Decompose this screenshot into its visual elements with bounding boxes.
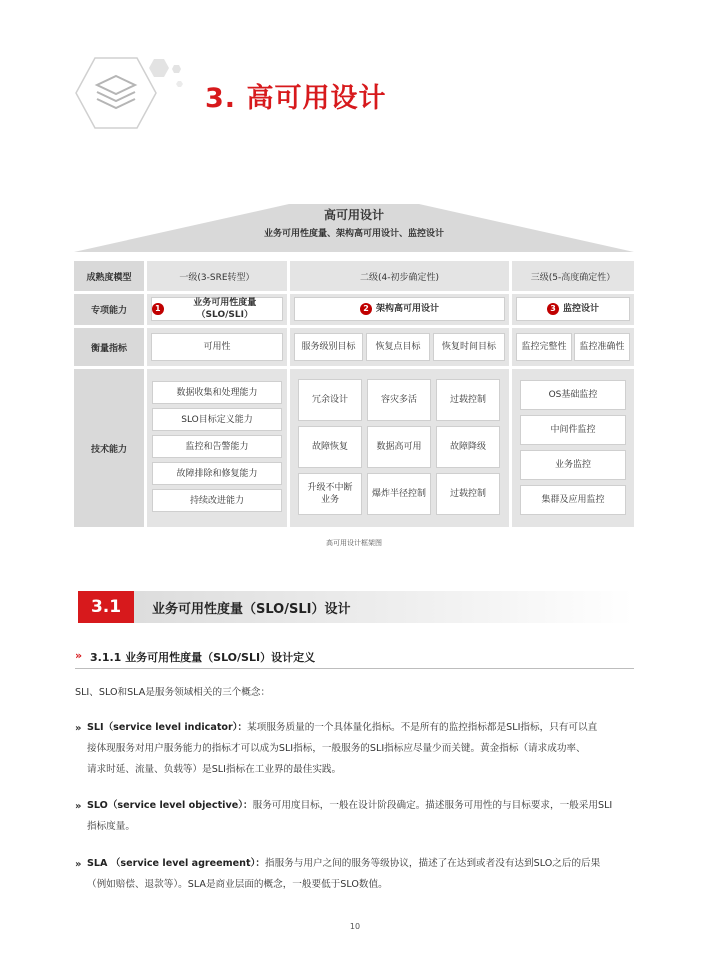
term: SLI（service level indicator）： [87, 722, 248, 733]
number-badge: 1 [152, 303, 164, 315]
tech-box: 容灾多活 [367, 379, 431, 421]
diagram-roof-subtitle: 业务可用性度量、架构高可用设计、监控设计 [263, 229, 444, 239]
metric-box: 监控准确性 [574, 333, 630, 361]
tech-box: 中间件监控 [520, 415, 626, 445]
tech-box: 冗余设计 [298, 379, 362, 421]
subsection-title: 3.1.1 业务可用性度量（SLO/SLI）设计定义 [90, 651, 316, 664]
definition-line: 指标度量。 [87, 821, 135, 832]
divider [75, 668, 634, 669]
definition-sla [87, 853, 600, 874]
figure-caption: 高可用设计框架图 [326, 539, 382, 547]
definition-line: 服务可用度目标，一般在设计阶段确定。描述服务可用性的与目标要求，一般采用SLI [252, 800, 613, 811]
metrics-group-3 [512, 328, 634, 366]
tech-box: 过载控制 [436, 473, 500, 515]
term: SLO（service level objective）： [87, 800, 253, 811]
capability-1 [147, 294, 287, 325]
tech-box: 持续改进能力 [152, 489, 282, 512]
metric-box: 服务级别目标 [294, 333, 363, 361]
tech-box: 故障恢复 [298, 426, 362, 468]
metrics-group-2 [290, 328, 509, 366]
tech-box: 数据高可用 [367, 426, 431, 468]
tech-box: 业务监控 [520, 450, 626, 480]
intro-paragraph: SLI、SLO和SLA是服务领域相关的三个概念： [75, 687, 271, 698]
row-label-metrics: 衡量指标 [74, 328, 144, 366]
metric-box: 监控完整性 [516, 333, 572, 361]
metric-box: 恢复点目标 [366, 333, 430, 361]
maturity-level-3: 三级(5-高度确定性） [512, 261, 634, 291]
definition-slo [87, 795, 612, 816]
capability-3 [512, 294, 634, 325]
number-badge: 3 [547, 303, 559, 315]
capability-label: 业务可用性度量（SLO/SLI） [193, 298, 257, 320]
definition-line: 指服务与用户之间的服务等级协议，描述了在达到或者没有达到SLO之后的后果 [264, 858, 601, 869]
tech-group-2 [290, 369, 509, 527]
tech-box: SLO目标定义能力 [152, 408, 282, 431]
metric-box: 可用性 [151, 333, 283, 361]
definition-line: 请求时延、流量、负载等）是SLI指标在工业界的最佳实践。 [87, 764, 342, 775]
page-number: 10 [349, 922, 361, 931]
maturity-level-1: 一级(3-SRE转型） [147, 261, 287, 291]
metric-box: 恢复时间目标 [433, 333, 505, 361]
tech-group-3 [512, 369, 634, 527]
bullet-marker: » [75, 859, 82, 870]
definition-sli [87, 717, 597, 738]
term: SLA （service level agreement）： [87, 858, 265, 869]
capability-label: 架构高可用设计 [375, 304, 439, 314]
tech-box: 过载控制 [436, 379, 500, 421]
metrics-group-1 [147, 328, 287, 366]
subsection-arrow-icon: » [75, 649, 83, 662]
capability-label: 监控设计 [562, 304, 599, 314]
definition-line: 接体现服务对用户服务能力的指标才可以成为SLI指标，一般服务的SLI指标应尽量少而关键。黄金指标（请求成功率、 [87, 743, 586, 754]
section-number: 3.1 [78, 591, 134, 623]
tech-box: OS基础监控 [520, 380, 626, 410]
definition-line: （例如赔偿、退款等）。SLA是商业层面的概念，一般要低于SLO数值。 [87, 879, 388, 890]
decorative-hexagon-dots [140, 55, 200, 95]
tech-box: 监控和告警能力 [152, 435, 282, 458]
tech-box: 升级不中断 业务 [298, 473, 362, 515]
tech-box: 集群及应用监控 [520, 485, 626, 515]
number-badge: 2 [360, 303, 372, 315]
bullet-marker: » [75, 723, 82, 734]
bullet-marker: » [75, 801, 82, 812]
row-label-maturity: 成熟度模型 [74, 261, 144, 291]
tech-box: 爆炸半径控制 [367, 473, 431, 515]
diagram-roof-title: 高可用设计 [323, 208, 384, 222]
capability-2 [290, 294, 509, 325]
row-label-tech: 技术能力 [74, 369, 144, 527]
tech-box: 数据收集和处理能力 [152, 381, 282, 404]
chapter-title: 3. 高可用设计 [205, 83, 387, 114]
maturity-level-2: 二级(4-初步确定性) [290, 261, 509, 291]
section-title: 业务可用性度量（SLO/SLI）设计 [152, 602, 351, 617]
tech-group-1 [147, 369, 287, 527]
row-label-capability: 专项能力 [74, 294, 144, 325]
tech-box: 故障降级 [436, 426, 500, 468]
definition-line: 某项服务质量的一个具体量化指标。不是所有的监控指标都是SLI指标，只有可以直 [247, 722, 598, 733]
tech-box: 故障排除和修复能力 [152, 462, 282, 485]
